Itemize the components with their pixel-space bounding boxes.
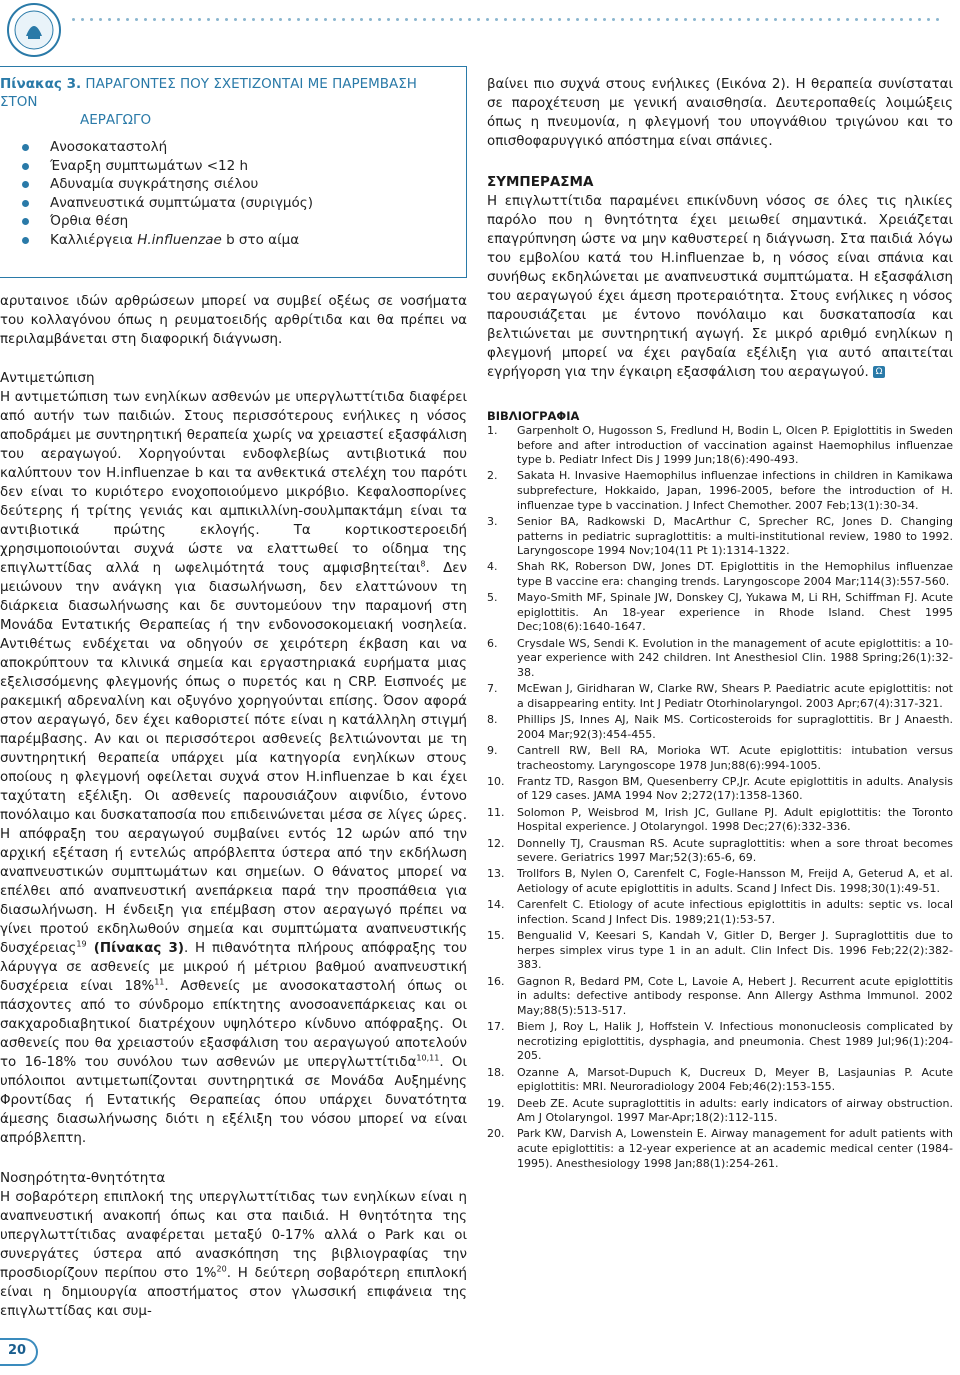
- reference-item: [487, 469, 953, 513]
- society-logo: [6, 2, 62, 58]
- reference-text: Cantrell RW, Bell RA, Morioka WT. Acute epiglottitis: intubation versus tracheostomy. Laryngoscope 1978 Jun;88(6):994-1005.: [517, 743, 953, 772]
- reference-item: [487, 591, 953, 635]
- reference-item: [487, 560, 953, 589]
- reference-item: [487, 1020, 953, 1064]
- reference-text: Frantz TD, Rasgon BM, Quesenberry CP,Jr. Acute epiglottitis in adults. Analysis of 129 cases. JAMA 1994 Nov 2;272(17):1358-1360.: [517, 774, 953, 803]
- list-item: Αναπνευστικά συμπτώματα (συριγμός): [22, 194, 313, 213]
- reference-number: 11.: [487, 805, 505, 819]
- reference-item: [487, 775, 953, 804]
- reference-item: [487, 1097, 953, 1126]
- reference-number: 7.: [487, 682, 498, 696]
- reference-text: Mayo-Smith MF, Spinale JW, Donskey CJ, Yukawa M, Li RH, Schiffman FJ. Acute epiglottitis. An 18-year experience in Rhode Island. Chest 1995 Dec;108(6):1640-1647.: [517, 591, 953, 634]
- reference-number: 13.: [487, 867, 505, 881]
- reference-text: Sakata H. Invasive Haemophilus influenzae infections in children in Kamikawa subprefecture, Hokkaido, Japan, 1996-2005, before the introduction of H. influenzae type b vaccination. J Infect Chemother. 2007 Feb;13(1):30-34.: [517, 469, 953, 512]
- reference-number: 14.: [487, 898, 505, 912]
- reference-text: McEwan J, Giridharan W, Clarke RW, Shears P. Paediatric acute epiglottitis: not a disappearing entity. Int J Pediatr Otorhinolaryngol. 2003 Apr;67(4):317-321.: [517, 682, 953, 710]
- reference-number: 12.: [487, 836, 505, 850]
- reference-item: [487, 975, 953, 1019]
- reference-number: 20.: [487, 1127, 505, 1141]
- conclusion-heading: ΣΥΜΠΕΡΑΣΜΑ: [487, 174, 594, 190]
- list-item: Όρθια θέση: [22, 212, 313, 231]
- morbidity-paragraph: Η σοβαρότερη επιπλοκή της υπεργλωττίτιδας των ενηλίκων είναι η αναπνευστική ανακοπή όπως και στα παιδιά. Η θνητότητα της υπεργλωττίτιδας αναφέρεται μεταξύ 0-17% αλλά ο Park και οι συνεργάτες ύστερα από ανασκόπηση της βιβλιογραφίας την προσδιορίζουν περίπου στο 1%$^{20}$. Η δεύτερη σοβαρότερη επιπλοκή είναι η δημιουργία αποστήματος στον γλωσσική επιφάνεια της επιγλωττίδας και συμ-: [0, 1190, 467, 1319]
- references-heading: ΒΙΒΛΙΟΓΡΑΦΙΑ: [487, 409, 580, 423]
- reference-text: Crysdale WS, Sendi K. Evolution in the management of acute epiglottitis: a 10-year experience with 242 children. Int Anesthesiol Clin. 1988 Spring;26(1):32-38.: [517, 636, 953, 679]
- reference-item: [487, 929, 953, 973]
- list-item: Αδυναμία συγκράτησης σιέλου: [22, 175, 313, 194]
- reference-number: 15.: [487, 929, 505, 943]
- reference-item: [487, 424, 953, 468]
- reference-number: 19.: [487, 1096, 505, 1110]
- reference-text: Shah RK, Roberson DW, Jones DT. Epiglottitis in the Hemophilus influenzae type B vaccine era: changing trends. Laryngoscope 2004 Mar;114(3):557-560.: [517, 560, 953, 588]
- reference-number: 18.: [487, 1065, 505, 1079]
- reference-text: Bengualid V, Keesari S, Kandah V, Gitler D, Berger J. Supraglottitis due to herpes simplex virus type 1 in an adult. Clin Infect Dis. 1996 Feb;22(2):382-383.: [517, 929, 953, 972]
- reference-text: Deeb ZE. Acute supraglottitis in adults: early indicators of airway obstruction. Am J Otolaryngol. 1997 Mar-Apr;18(2):112-115.: [517, 1096, 953, 1125]
- reference-item: [487, 515, 953, 559]
- reference-number: 4.: [487, 560, 498, 574]
- treatment-heading: Αντιμετώπιση: [0, 370, 95, 386]
- reference-text: Gagnon R, Bedard PM, Cote L, Lavoie A, Hebert J. Recurrent acute epiglottitis in adults: defective antibody response. Ann Allergy Asthma Immunol. 2002 May;88(5):513-517.: [517, 974, 953, 1017]
- reference-text: Park KW, Darvish A, Lowenstein E. Airway management for adult patients with acute epiglottitis: a 12-year experience at an academic medical center (1984-1995). Anesthesiology 1998 Jan;88(1):254-261.: [517, 1127, 953, 1170]
- page-number: 20: [7, 1343, 27, 1358]
- reference-number: 2.: [487, 469, 498, 483]
- reference-text: Phillips JS, Innes AJ, Naik MS. Corticosteroids for supraglottitis. Br J Anaesth. 2004 Mar;92(3):454-455.: [517, 713, 953, 741]
- reference-item: [487, 1127, 953, 1171]
- continuation-paragraph: βαίνει πιο συχνά στους ενήλικες (Εικόνα 2). Η θεραπεία συνίσταται σε παροχέτευση με γενική αναισθησία. Δευτεροπαθείς λοιμώξεις όπως η πνευμονία, η φλεγμονή του υπογνάθιου τριγώνου και το οπισθοφαρυγγικό απόστημα είναι σπάνιες.: [487, 77, 953, 149]
- list-item: Ανοσοκαταστολή: [22, 138, 313, 157]
- list-item: Καλλιέργεια H.influenzae b στο αίμα: [22, 231, 313, 250]
- reference-item: [487, 1066, 953, 1095]
- references-list: [487, 424, 953, 1171]
- reference-text: Ozanne A, Marsot-Dupuch K, Ducreux D, Meyer B, Lasjaunias P. Acute epiglottitis: MRI. Neuroradiology 2004 Feb;46(2):153-155.: [517, 1065, 953, 1094]
- reference-item: [487, 637, 953, 681]
- reference-item: [487, 682, 953, 711]
- reference-item: [487, 837, 953, 866]
- reference-item: [487, 744, 953, 773]
- reference-text: Senior BA, Radkowski D, MacArthur C, Sprecher RC, Jones D. Changing patterns in pediatric supraglottitis: a multi-institutional review, 1980 to 1992. Laryngoscope 1994 Nov;104(11 Pt 1):1314-1322.: [517, 514, 953, 558]
- morbidity-heading: Νοσηρότητα-θνητότητα: [0, 1170, 166, 1186]
- reference-item: [487, 898, 953, 927]
- reference-number: 10.: [487, 774, 505, 788]
- reference-number: 17.: [487, 1020, 505, 1034]
- reference-text: Donnelly TJ, Crausman RS. Acute supraglottitis: when a sore throat becomes severe. Geriatrics 1997 Mar;52(3):65-6, 69.: [517, 836, 953, 865]
- reference-number: 6.: [487, 636, 498, 650]
- reference-text: Trollfors B, Nylen O, Carenfelt C, Fogle-Hansson M, Freijd A, Geterud A, et al. Aetiology of acute epiglottitis in adults. Scand J Infect Dis. 1998;30(1):49-51.: [517, 867, 953, 896]
- table-3-list: [22, 138, 313, 250]
- reference-number: 1.: [487, 424, 498, 437]
- reference-number: 16.: [487, 974, 505, 988]
- reference-number: 8.: [487, 713, 498, 727]
- reference-number: 5.: [487, 591, 498, 605]
- end-mark-icon: Ω: [873, 366, 885, 378]
- reference-text: Solomon P, Weisbrod M, Irish JC, Gullane PJ. Adult epiglottitis: the Toronto Hospital experience. J Otolaryngol. 1998 Dec;27(6):332-336.: [517, 805, 953, 834]
- reference-item: [487, 713, 953, 742]
- reference-text: Carenfelt C. Etiology of acute infectious epiglottitis in adults: septic vs. local infection. Scand J Infect Dis. 1989;21(1):53-57.: [517, 898, 953, 926]
- reference-text: Garpenholt O, Hugosson S, Fredlund H, Bodin L, Olcen P. Epiglottitis in Sweden before and after introduction of vaccination against Haemophilus influenzae type b. Pediatr Infect Dis J 1999 Jun;18(6):490-493.: [517, 424, 953, 467]
- reference-number: 9.: [487, 743, 498, 757]
- reference-item: [487, 867, 953, 896]
- reference-item: [487, 806, 953, 835]
- conclusion-paragraph: Η επιγλωττίτιδα παραμένει επικίνδυνη νόσος σε όλες τις ηλικίες παρόλο που η θνητότητα έχει μειωθεί σημαντικά. Χρειάζεται επαγρύπνηση ώστε να μην καθυστερεί η διάγνωση. Στα παιδιά λόγω του εμβολίου κατά του H.influenzae b, η νόσος είναι σπάνια και συνήθως εκδηλώνεται με αναπνευστικά συμπτώματα. Η εξασφάλιση του αεραγωγού έχει άμεση προτεραιότητα. Στους ενήλικες η νόσος παρουσιάζεται με έντονο πονόλαιμο και δυσκαταποσία και βελτιώνεται με συντηρητική αγωγή. Σε μικρό αριθμό ενηλίκων η φλεγμονή μπορεί να έχει ραγδαία εξέλιξη για αυτό απαιτείται εγρήγορση για την έγκαιρη εξασφάλιση του αεραγωγού. Ω: [487, 194, 953, 380]
- reference-number: 3.: [487, 514, 498, 528]
- treatment-paragraph: Η αντιμετώπιση των ενηλίκων ασθενών με υπεργλωττίτιδα διαφέρει από αυτήν των παιδιών. Στους περισσότερους ενήλικες η νόσος αποδράμει με συντηρητική θεραπεία χωρίς να χρειαστεί εξασφάλιση του αεραγωγού. Χορηγούνται ενδοφλεβίως αντιβιοτικά που καλύπτουν τον H.influenzae b και τα ανθεκτικά στελέχη του παρότι δεν είναι το κυριότερο ενοχοποιούμενο μικρόβιο. Κεφαλοσπορίνες δεύτερης ή τρίτης γενιάς και αμπικιλλίνη-σουλμπακτάμη είναι τα αντιβιοτικά πρώτης εκλογής. Τα κορτικοστεροειδή χρησιμοποιούνται συχνά ώστε να ελαττωθεί το οίδημα της επιγλωττίδας αλλά η ωφελιμότητά τους αμφισβητείται$^8$. Δεν μειώνουν την ανάγκη για διασωλήνωση, δεν ελαττώνουν τη διάρκεια διασωλήνωσης και δε συντομεύουν την παραμονή στη Μονάδα Εντατικής Θεραπείας ή την ενδονοσοκομειακή νοσηλεία. Αντιθέτως ενδέχεται να οδηγούν σε χειρότερη έκβαση και να αποκρύπτουν τα κλινικά σημεία και εργαστηριακά ευρήματα μιας εξελισσόμενης φλεγμονής όπως ο πυρετός και η CRP. Εισπνοές με ρακεμική αδρεναλίνη και οξυγόνο χορηγούνται επίσης. Όσον αφορά στον αεραγωγό, δεν έχει καθοριστεί πότε είναι η κατάλληλη στιγμή παρέμβασης. Αν και οι περισσότεροι ασθενείς βελτιώνονται με τη συντηρητική θεραπεία υπάρχει μία κατηγορία ενηλίκων στους οποίους η φλεγμονή οφείλεται συχνά στον H.influenzae b και έχει ταχύτατη εξέλιξη. Οι ασθενείς παρουσιάζουν αιφνίδιο, έντονο πονόλαιμο και δυσκαταποσία που επιδεινώνεται μέσα σε λίγες ώρες. Η απόφραξη του αεραγωγού συμβαίνει εντός 12 ωρών από την αρχική εξέταση ή εντελώς απρόβλεπτα ύστερα από την εκδήλωση αναπνευστικών συμπτωμάτων και σημείων. Ο θάνατος μπορεί να επέλθει από αναπνευστική ανεπάρκεια παρά την προσπάθεια για διασωλήνωση. Η ένδειξη για επέμβαση στον αεραγωγό πρέπει να γίνει προτού εκδηλωθούν σημεία και συμπτώματα αναπνευστικής δυσχέρειας$^{19}$ (Πίνακας 3). Η πιθανότητα πλήρους απόφραξης του λάρυγγα σε ασθενείς με μικρού ή μέτριου βαθμού αναπνευστική δυσχέρεια είναι 18%$^{11}$. Ασθενείς με ανοσοκαταστολή όπως οι πάσχοντες από το σύνδρομο επίκτητης ανοσοανεπάρκειας και οι σακχαροδιαβητικοί διατρέχουν υψηλότερο κίνδυνο απόφραξης. Οι ασθενείς που θα χρειαστούν εξασφάλιση του αεραγωγού αποτελούν το 16-18% του συνόλου των ασθενών με υπεργλωττίτιδα$^{10,11}$. Οι υπόλοιποι αντιμετωπίζονται συντηρητικά σε Μονάδα Αυξημένης Φροντίδας ή Εντατικής Θεραπείας όπου υπάρχει δυνατότητα άμεσης διασωλήνωσης διότι η εξέλιξη του νόσου μπορεί να είναι απρόβλεπτη.: [0, 390, 467, 1146]
- header-dotted-line: [72, 18, 952, 26]
- list-item: Έναρξη συμπτωμάτων <12 h: [22, 157, 313, 176]
- reference-text: Biem J, Roy L, Halik J, Hoffstein V. Infectious mononucleosis complicated by necrotizing epiglottitis, dysphagia, and pneumonia. Chest 1989 Jul;96(1):204-205.: [517, 1020, 953, 1063]
- table-3-title: Πίνακας 3. ΠΑΡΑΓΟΝΤΕΣ ΠΟΥ ΣΧΕΤΙΖΟΝΤΑΙ ΜΕ ΠΑΡΕΜΒΑΣΗ ΣΤΟΝ ΑΕΡΑΓΩΓΟ: [0, 76, 417, 128]
- intro-paragraph: αρυταινοε ιδών αρθρώσεων μπορεί να συμβεί οξέως σε νοσήματα του κολλαγόνου όπως η ρευματοειδής αρθρίτιδα και θα πρέπει να περιλαμβάνεται στη διαφορική διάγνωση.: [0, 294, 467, 347]
